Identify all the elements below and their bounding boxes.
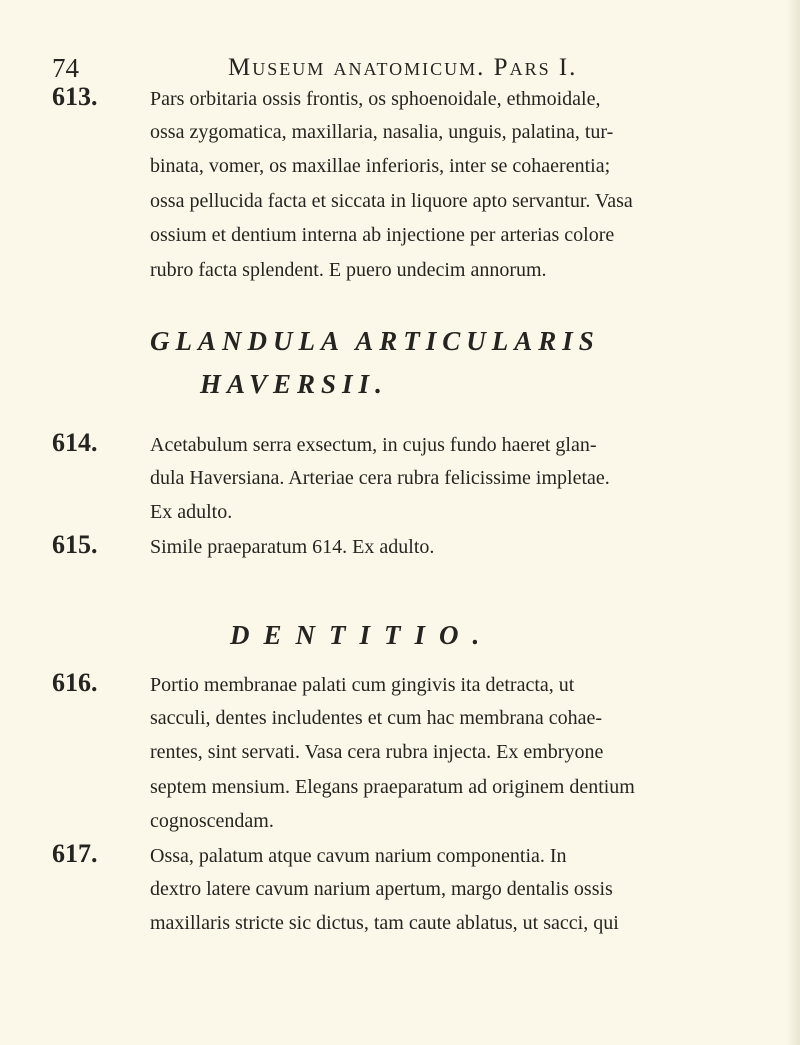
entry-line: 616. Portio membranae palati cum gingivis ita detracta, ut [52, 666, 758, 701]
entry-line: Ex adulto. [150, 501, 233, 523]
entry-line: sacculi, dentes includentes et cum hac membrana cohae- [150, 706, 603, 729]
entry-613 [52, 80, 758, 287]
entry-number: 614. [52, 428, 98, 457]
entry-number: 613. [52, 82, 98, 111]
entry-617 [52, 837, 758, 941]
section-title-dentitio: DENTITIO. [230, 620, 494, 650]
entry-line: 615. Simile praeparatum 614. Ex adulto. [52, 528, 758, 563]
running-head: Museum anatomicum. Pars I. [228, 54, 578, 81]
entry-line: rentes, sint servati. Vasa cera rubra injecta. Ex embryone [150, 741, 604, 763]
entry-line: dextro latere cavum narium apertum, margo dentalis ossis [150, 877, 613, 900]
entry-line: ossa zygomatica, maxillaria, nasalia, unguis, palatina, tur- [150, 120, 614, 143]
entry-616 [52, 666, 758, 839]
entry-line: binata, vomer, os maxillae inferioris, inter se cohaerentia; [150, 155, 611, 177]
entry-line: ossa pellucida facta et siccata in liquore apto servantur. Vasa [150, 189, 633, 212]
entry-614 [52, 426, 758, 530]
entry-line: maxillaris stricte sic dictus, tam caute ablatus, ut sacci, qui [150, 912, 619, 934]
entry-line: 614. Acetabulum serra exsectum, in cujus fundo haeret glan- [52, 426, 758, 461]
entry-line: rubro facta splendent. E puero undecim annorum. [150, 258, 547, 281]
section-title-glandula: GLANDULA ARTICULARIS [150, 326, 600, 356]
entry-line: 613. Pars orbitaria ossis frontis, os sphoenoidale, ethmoidale, [52, 80, 758, 115]
entry-line: cognoscendam. [150, 810, 274, 832]
section-title-haversii: HAVERSII. [200, 369, 388, 399]
entry-number: 617. [52, 839, 98, 868]
entry-615 [52, 528, 758, 563]
page-number: 74 [52, 53, 79, 83]
entry-line: septem mensium. Elegans praeparatum ad originem dentium [150, 775, 635, 798]
entry-number: 615. [52, 530, 98, 559]
entry-line: dula Haversiana. Arteriae cera rubra felicissime impletae. [150, 466, 610, 489]
entry-line: ossium et dentium interna ab injectione per arterias colore [150, 224, 615, 246]
entry-number: 616. [52, 668, 98, 697]
page-edge-shadow [786, 0, 800, 1045]
entry-line: 617. Ossa, palatum atque cavum narium componentia. In [52, 837, 758, 872]
